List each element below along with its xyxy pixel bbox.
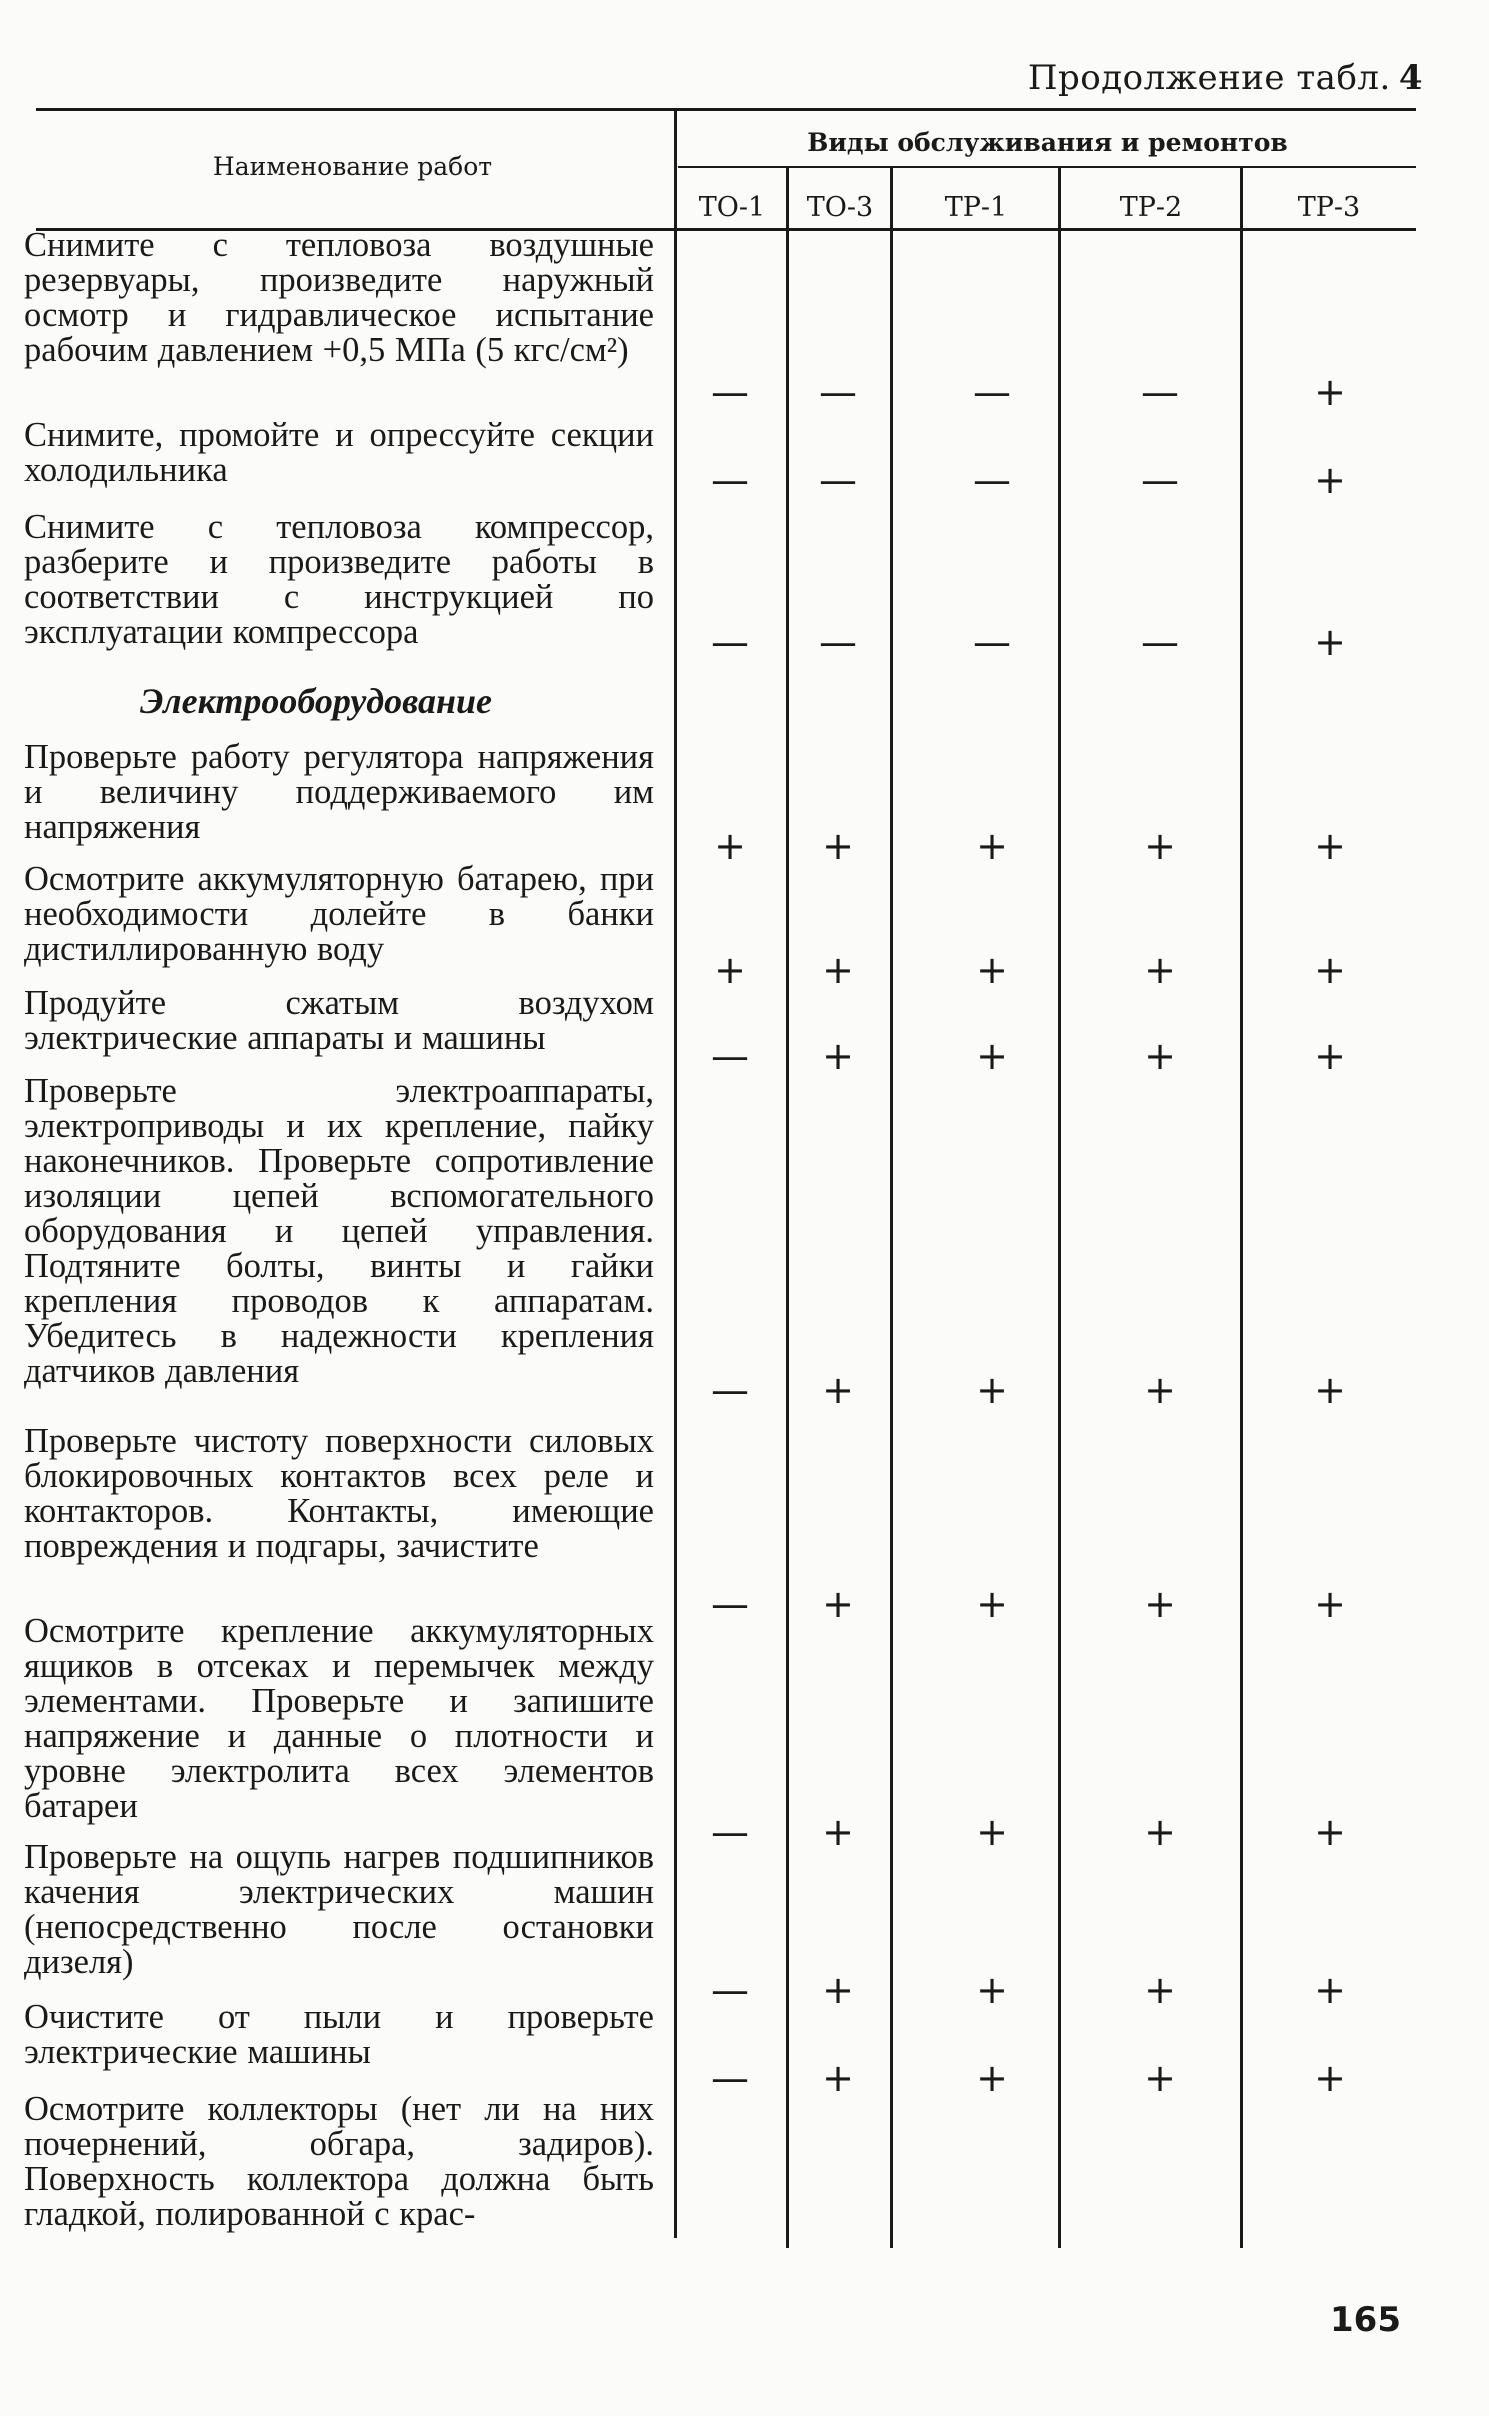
- column-divider-tr2: [1240, 168, 1243, 2248]
- mark-r10-c1: +: [822, 2056, 854, 2100]
- mark-r8-c4: +: [1314, 1810, 1346, 1854]
- mark-r4-c0: +: [714, 948, 746, 992]
- mark-r9-c2: +: [976, 1968, 1008, 2012]
- mark-r7-c4: +: [1314, 1582, 1346, 1626]
- mark-r2-c2: —: [973, 620, 1011, 664]
- mark-r6-c2: +: [976, 1368, 1008, 1412]
- mark-r1-c3: —: [1141, 458, 1179, 502]
- mark-r3-c3: +: [1144, 824, 1176, 868]
- mark-r8-c3: +: [1144, 1810, 1176, 1854]
- table-row: Снимите с тепловоза компрессор, разберите и произведите работы в соответствии с инструкцией по эксплуатации компрессора: [24, 508, 654, 651]
- table-row: Проверьте чистоту поверхности силовых блокировочных контактов всех реле и контакторов. Контакты, имеющие повреждения и подгары, зачистите: [24, 1422, 654, 1565]
- table-row: Продуйте сжатым воздухом электрические аппараты и машины: [24, 984, 654, 1057]
- mark-r9-c4: +: [1314, 1968, 1346, 2012]
- mark-r9-c3: +: [1144, 1968, 1176, 2012]
- mark-r8-c1: +: [822, 1810, 854, 1854]
- mark-r2-c0: —: [711, 620, 749, 664]
- mark-r2-c3: —: [1141, 620, 1179, 664]
- mark-r7-c3: +: [1144, 1582, 1176, 1626]
- mark-r8-c0: —: [711, 1810, 749, 1854]
- mark-r6-c0: —: [711, 1368, 749, 1412]
- mark-r5-c0: —: [711, 1034, 749, 1078]
- table-row: Очистите от пыли и проверьте электрические машины: [24, 1998, 654, 2071]
- header-group-label: Виды обслуживания и ремонтов: [807, 128, 1288, 157]
- header-col-tr3: ТР-3: [1297, 192, 1361, 223]
- mark-r0-c1: —: [819, 370, 857, 414]
- table-row: Осмотрите аккумуляторную батарею, при необходимости долейте в банки дистиллированную воду: [24, 860, 654, 968]
- mark-r5-c4: +: [1314, 1034, 1346, 1078]
- mark-r4-c4: +: [1314, 948, 1346, 992]
- mark-r0-c0: —: [711, 370, 749, 414]
- table-row: Осмотрите коллекторы (нет ли на них почернений, обгара, задиров). Поверхность коллектора должна быть гладкой, полированной с крас-: [24, 2090, 654, 2233]
- mark-r10-c4: +: [1314, 2056, 1346, 2100]
- section-title: Электрооборудование: [140, 681, 492, 721]
- mark-r2-c1: —: [819, 620, 857, 664]
- table-top-rule: [36, 108, 1416, 111]
- mark-r10-c2: +: [976, 2056, 1008, 2100]
- table-row: Снимите с тепловоза воздушные резервуары, произведите наружный осмотр и гидравлическое испытание рабочим давлением +0,5 МПа (5 кгс/см²): [24, 226, 654, 369]
- column-divider-tr1: [1058, 168, 1061, 2248]
- mark-r4-c1: +: [822, 948, 854, 992]
- header-col-to3: ТО-3: [806, 192, 874, 223]
- mark-r0-c3: —: [1141, 370, 1179, 414]
- mark-r6-c3: +: [1144, 1368, 1176, 1412]
- mark-r9-c0: —: [711, 1968, 749, 2012]
- mark-r0-c4: +: [1314, 370, 1346, 414]
- column-divider-to1: [786, 168, 789, 2248]
- mark-r1-c4: +: [1314, 458, 1346, 502]
- mark-r1-c1: —: [819, 458, 857, 502]
- mark-r3-c4: +: [1314, 824, 1346, 868]
- mark-r6-c1: +: [822, 1368, 854, 1412]
- mark-r6-c4: +: [1314, 1368, 1346, 1412]
- table-row: Осмотрите крепление аккумуляторных ящиков в отсеках и перемычек между элементами. Проверьте и запишите напряжение и данные о плотности и уровне электролита всех элементов батареи: [24, 1612, 654, 1825]
- mark-r5-c2: +: [976, 1034, 1008, 1078]
- header-col-tr2: ТР-2: [1119, 192, 1183, 223]
- mark-r1-c2: —: [973, 458, 1011, 502]
- mark-r10-c3: +: [1144, 2056, 1176, 2100]
- mark-r3-c0: +: [714, 824, 746, 868]
- mark-r7-c1: +: [822, 1582, 854, 1626]
- table-row: Проверьте электроаппараты, электроприводы и их крепление, пайку наконечников. Проверьте сопротивление изоляции цепей вспомогательного оборудования и цепей управления. Подтяните болты, винты и гайки крепления проводов к аппаратам. Убедитесь в надежности крепления датчиков давления: [24, 1072, 654, 1390]
- mark-r8-c2: +: [976, 1810, 1008, 1854]
- mark-r7-c2: +: [976, 1582, 1008, 1626]
- mark-r10-c0: —: [711, 2056, 749, 2100]
- mark-r1-c0: —: [711, 458, 749, 502]
- mark-r4-c2: +: [976, 948, 1008, 992]
- mark-r5-c3: +: [1144, 1034, 1176, 1078]
- header-col-tr1: ТР-1: [944, 192, 1008, 223]
- mark-r0-c2: —: [973, 370, 1011, 414]
- mark-r4-c3: +: [1144, 948, 1176, 992]
- table-row: Снимите, промойте и опрессуйте секции холодильника: [24, 416, 654, 489]
- table-caption: Продолжение табл. 4: [1027, 58, 1423, 98]
- table-row: Проверьте работу регулятора напряжения и величину поддерживаемого им напряжения: [24, 738, 654, 846]
- header-col-to1: ТО-1: [698, 192, 766, 223]
- page-number: 165: [1330, 2300, 1401, 2340]
- table-row: Проверьте на ощупь нагрев подшипников качения электрических машин (непосредственно после остановки дизеля): [24, 1838, 654, 1981]
- mark-r7-c0: —: [711, 1582, 749, 1626]
- column-divider-works: [674, 108, 677, 2238]
- mark-r3-c1: +: [822, 824, 854, 868]
- mark-r5-c1: +: [822, 1034, 854, 1078]
- column-divider-to3: [890, 168, 893, 2248]
- header-works-label: Наименование работ: [212, 152, 493, 181]
- mark-r2-c4: +: [1314, 620, 1346, 664]
- mark-r3-c2: +: [976, 824, 1008, 868]
- mark-r9-c1: +: [822, 1968, 854, 2012]
